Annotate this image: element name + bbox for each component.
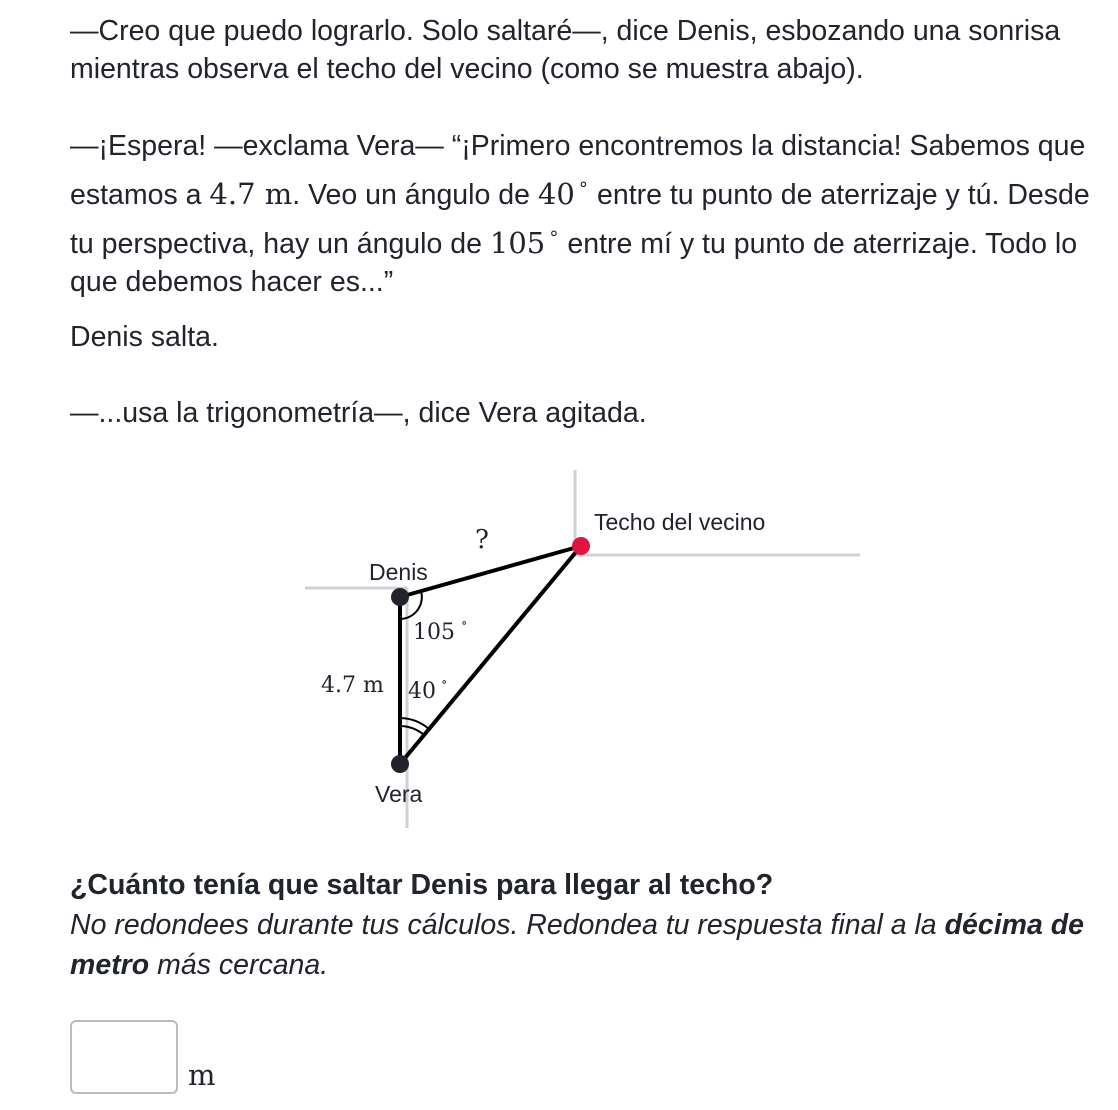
p2-text-c: entre tu punto de aterrizaje y tú. Desde tu perspectiva, hay un ángulo de bbox=[70, 179, 1090, 260]
degree-symbol: ∘ bbox=[441, 675, 448, 690]
rounding-instructions bbox=[70, 905, 1100, 985]
instructions-text-a: No redondees durante tus cálculos. Redondea tu respuesta final a la bbox=[70, 909, 945, 941]
side-length-label: 4.7 m bbox=[321, 673, 384, 698]
instructions-bold: décima de metro bbox=[70, 909, 1084, 981]
angle-40-arc-inner bbox=[400, 726, 424, 735]
answer-input[interactable] bbox=[70, 1020, 178, 1094]
denis-label: Denis bbox=[369, 559, 428, 585]
p2-text-b: . Veo un ángulo de bbox=[292, 179, 538, 211]
unknown-distance-label: ? bbox=[475, 525, 489, 555]
story-paragraph-4: —...usa la trigonometría—, dice Vera agitada. bbox=[70, 397, 647, 429]
angle-denis-value: 105 bbox=[489, 226, 546, 260]
vera-label: Vera bbox=[375, 781, 423, 807]
angle-40-arc-outer bbox=[400, 718, 429, 729]
distance-value: 4.7 m bbox=[209, 177, 293, 211]
angle-vera-label: 40 bbox=[408, 679, 436, 704]
landing-point bbox=[572, 537, 590, 555]
denis-point bbox=[391, 588, 409, 606]
neighbor-roof-label: Techo del vecino bbox=[594, 509, 766, 535]
answer-unit: m bbox=[188, 1058, 216, 1092]
degree-symbol: ∘ bbox=[577, 174, 590, 194]
vera-point bbox=[391, 755, 409, 773]
p2-text-a: —¡Espera! —exclama Vera— “¡Primero encontremos la distancia! Sabemos que estamos a bbox=[70, 130, 1086, 211]
question-title: ¿Cuánto tenía que saltar Denis para llegar al techo? bbox=[70, 869, 774, 901]
instructions-text-b: más cercana. bbox=[149, 949, 329, 981]
degree-symbol: ∘ bbox=[461, 616, 468, 631]
story-paragraph-3: Denis salta. bbox=[70, 321, 219, 353]
angle-denis-label: 105 bbox=[413, 620, 455, 645]
story-paragraph-1: —Creo que puedo lograrlo. Solo saltaré—, dice Denis, esbozando una sonrisa mientras observa el techo del vecino (como se muestra abajo). bbox=[70, 15, 1061, 85]
angle-vera-value: 40 bbox=[537, 177, 575, 211]
p2-text-d: entre mí y tu punto de aterrizaje. Todo lo que debemos hacer es...” bbox=[70, 228, 1078, 298]
degree-symbol: ∘ bbox=[548, 223, 560, 243]
